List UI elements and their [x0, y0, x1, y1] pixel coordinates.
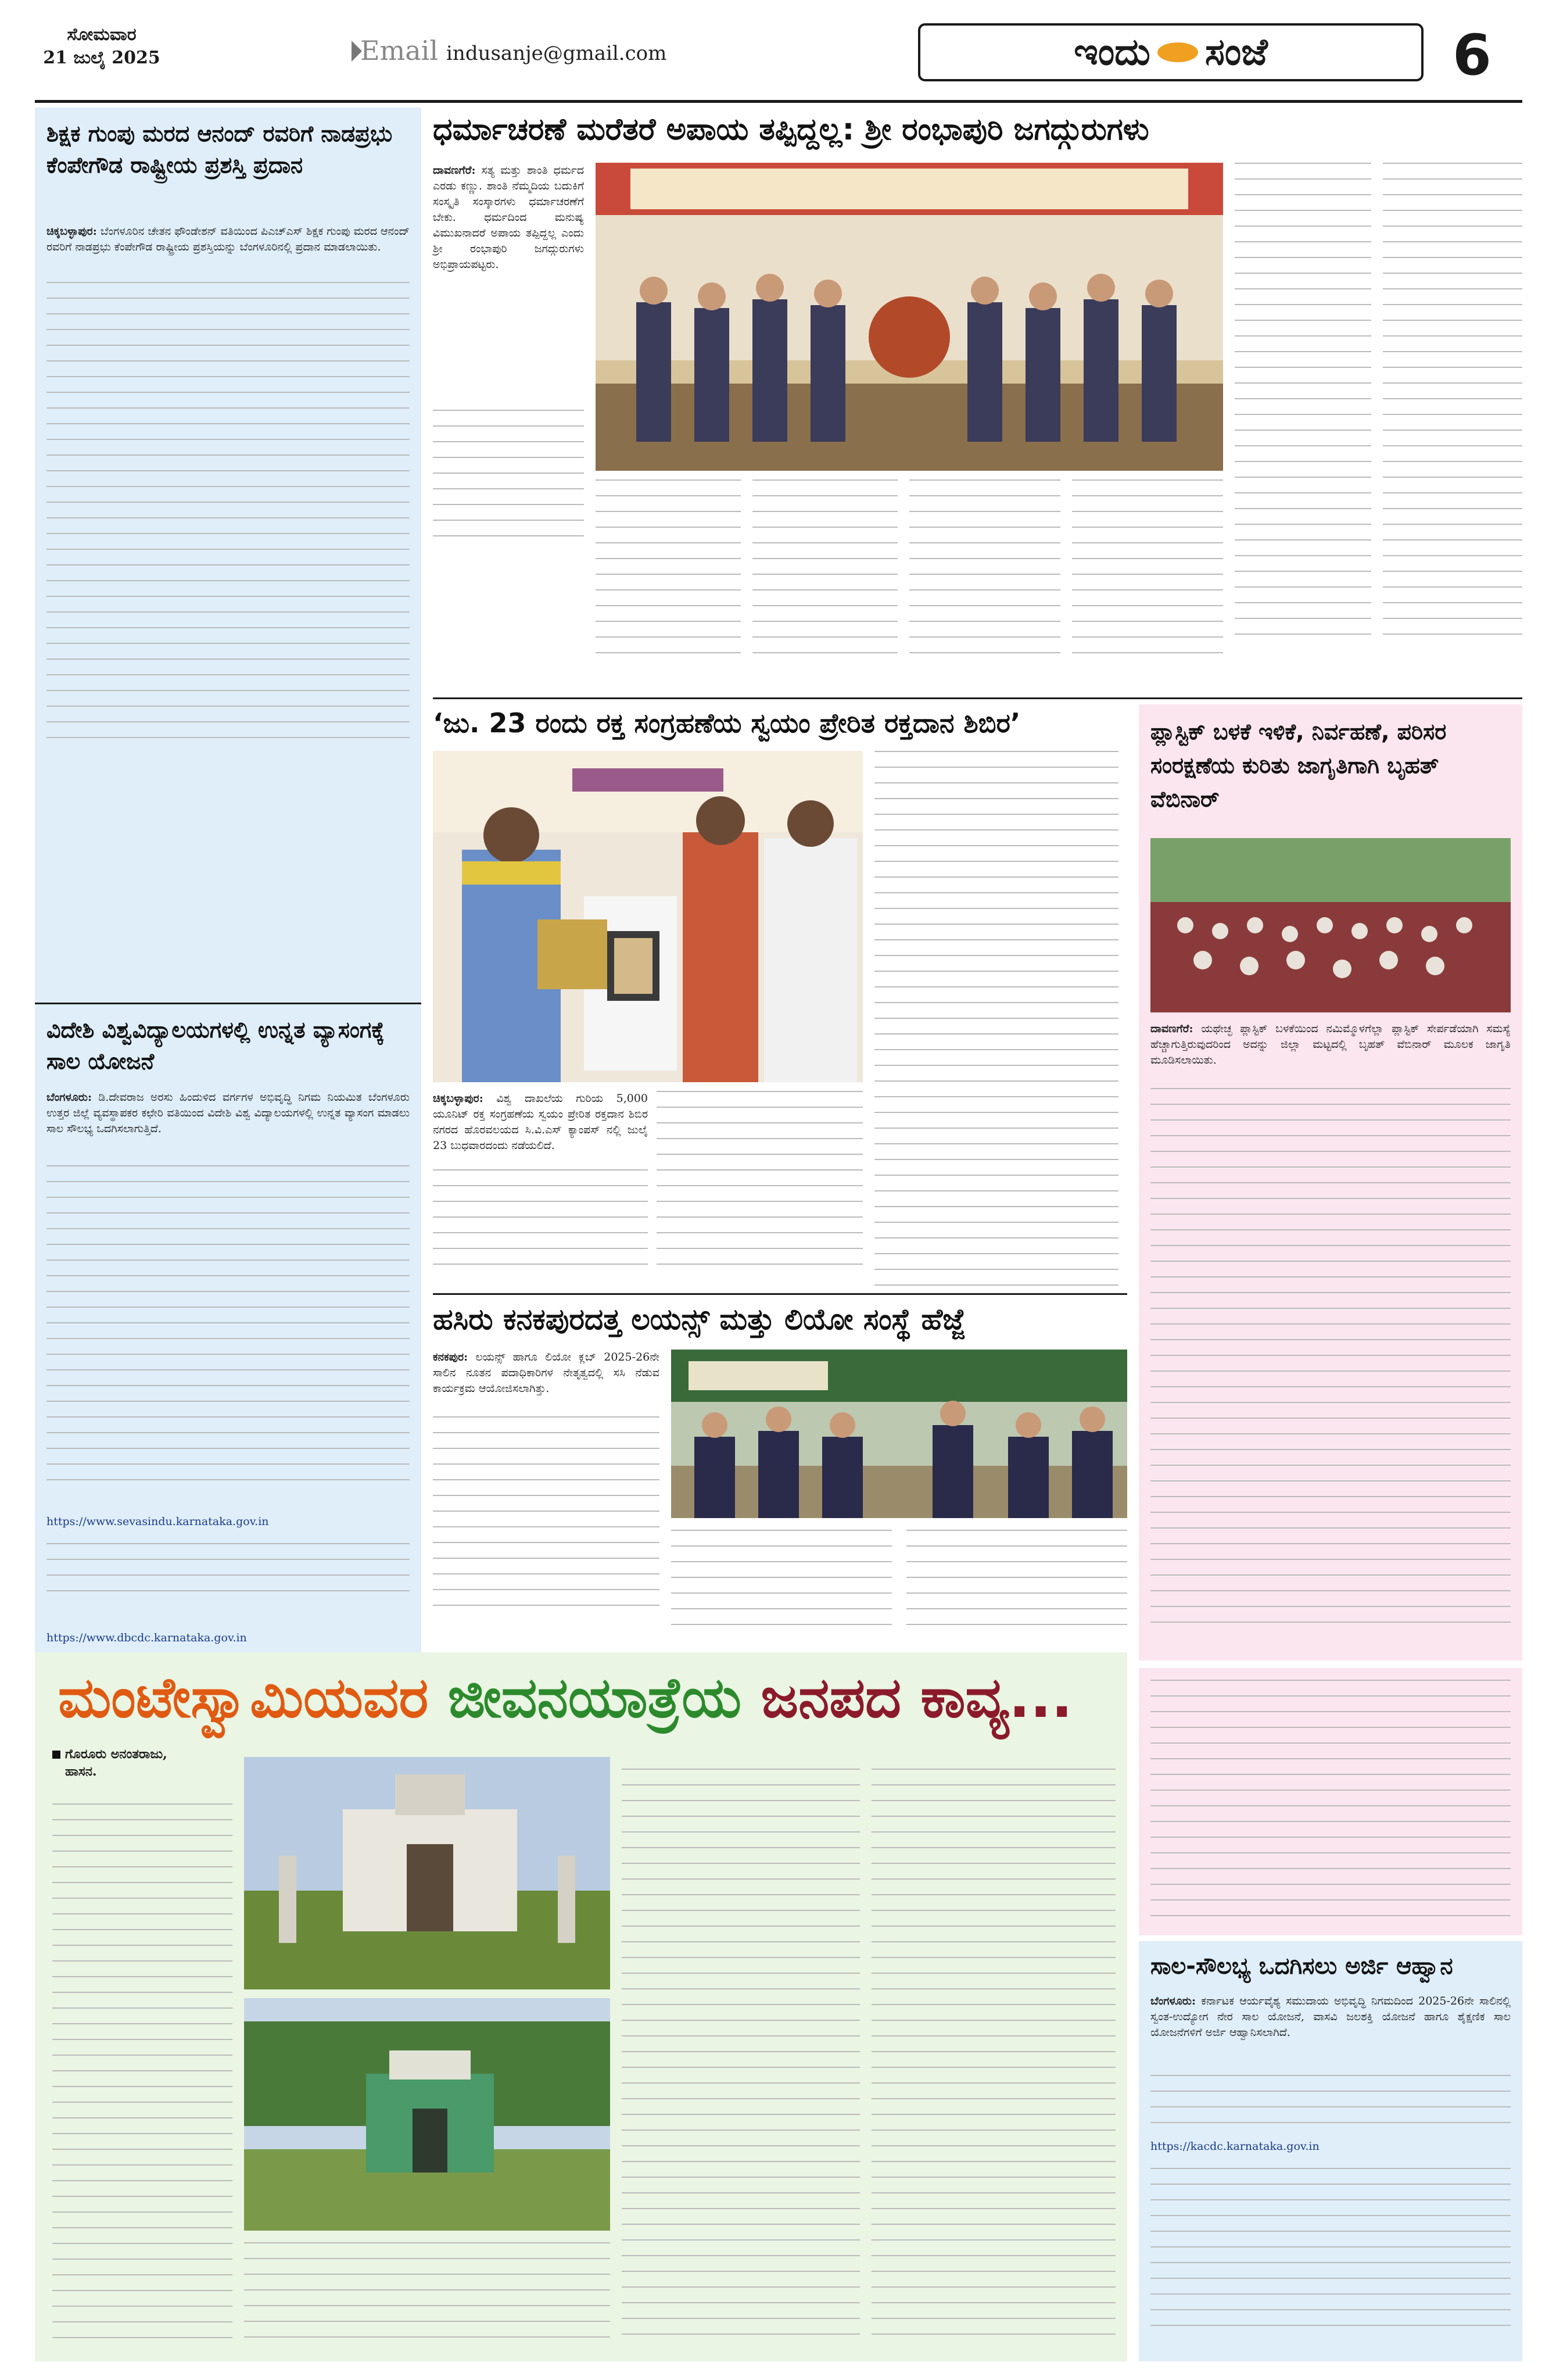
story-lions: [433, 1300, 1127, 1643]
story-plastic-lead-text: ಯಥೇಚ್ಛ ಪ್ಲಾಸ್ಟಿಕ್ ಬಳಕೆಯಿಂದ ನಮಿಮ್ಮೊಳಗೆಲ್ಲಾ ಪ್ಲಾಸ್ಟಿಕ್ ಸೇರ್ಪಡೆಯಾಗಿ ಸಮಸ್ಯೆ ಹೆಚ್ಚಾಗುತ್ತಿರುವುದರಿಂದ ಅದನ್ನು ಜಿಲ್ಲಾ ಮಟ್ಟದಲ್ಲಿ ಬೃಹತ್ ವೆಬಿನಾರ್ ಮೂಲಕ ಜಾಗೃತಿ ಮೂಡಿಸಲಾಯಿತು.: [1150, 1022, 1511, 1066]
story-rambhapuri-col6: [1235, 163, 1371, 649]
story-blood-col3: [874, 751, 1118, 1300]
story-loan-lead-text: ಡಿ.ದೇವರಾಜ ಅರಸು ಹಿಂದುಳಿದ ವರ್ಗಗಳ ಅಭಿವೃದ್ಧಿ ನಿಗಮ ನಿಯಮಿತ ಬೆಂಗಳೂರು ಉತ್ತರ ಜಿಲ್ಲೆ ವ್ಯವಸ್ಥಾಪಕರ ಕಛೇರಿ ವತಿಯಿಂದ ವಿದೇಶಿ ವಿಶ್ವ ವಿದ್ಯಾಲಯಗಳಲ್ಲಿ ಉನ್ನತ ವ್ಯಾಸಂಗ ಮಾಡಲು ಸಾಲ ಸೌಲಭ್ಯ ಒದಗಿಸಲಾಗುತ್ತಿದೆ.: [46, 1091, 410, 1135]
masthead-rule: [35, 100, 1522, 103]
blood-camp-award-photo: [433, 751, 863, 1082]
story-teacher-body: [46, 282, 410, 753]
story-blood-headline: ‘ಜು. 23 ರಂದು ರಕ್ತ ಸಂಗ್ರಹಣೆಯ ಸ್ವಯಂ ಪ್ರೇರಿತ ರಕ್ತದಾನ ಶಿಬಿರ’: [433, 707, 1021, 739]
webinar-audience-photo: [1150, 838, 1511, 1012]
story-teacher-dateline: ಚಿಕ್ಕಬಳ್ಳಾಪುರ:: [46, 225, 97, 238]
story-rambhapuri: [433, 108, 1522, 692]
story-plastic-headline: ಪ್ಲಾಸ್ಟಿಕ್ ಬಳಕೆ ಇಳಿಕೆ, ನಿರ್ವಹಣೆ, ಪರಿಸರ ಸಂರಕ್ಷಣೆಯ ಕುರಿತು ಜಾಗೃತಿಗಾಗಿ ಬೃಹತ್ ವೆಬಿನಾರ್: [1150, 719, 1447, 812]
story-teacher-lead: [46, 224, 410, 255]
story-manteswamy-col3: [622, 1769, 860, 2349]
story-blood: [433, 704, 1127, 1286]
story-loan-headline: ವಿದೇಶಿ ವಿಶ್ವವಿದ್ಯಾಲಯಗಳಲ್ಲಿ ಉನ್ನತ ವ್ಯಾಸಂಗಕ್ಕೆ ಸಾಲ ಯೋಜನೆ: [46, 1017, 385, 1074]
page-number: 6: [1453, 23, 1492, 88]
story-scheme-dateline: ಬೆಂಗಳೂರು:: [1150, 1995, 1196, 2007]
logo-left: ಇಂದು: [1074, 31, 1150, 74]
story-rambhapuri-col7: [1383, 163, 1522, 649]
story-teacher-lead-text: ಬೆಂಗಳೂರಿನ ಚೇತನ ಫೌಂಡೇಶನ್ ವತಿಯಿಂದ ಪಿಎಚ್‌ಎಸ್ ಶಿಕ್ಷಕ ಗುಂಪು ಮರದ ಆನಂದ್ ರವರಿಗೆ ನಾಡಪ್ರಭು ಕೆಂಪೇಗೌಡ ರಾಷ್ಟ್ರೀಯ ಪ್ರಶಸ್ತಿಯನ್ನು ಬೆಂಗಳೂರಿನಲ್ಲಿ ಪ್ರದಾನ ಮಾಡಲಾಯಿತು.: [46, 225, 410, 253]
story-scheme-lead-text: ಕರ್ನಾಟಕ ಆರ್ಯವೈಶ್ಯ ಸಮುದಾಯ ಅಭಿವೃದ್ಧಿ ನಿಗಮದಿಂದ 2025-26ನೇ ಸಾಲಿನಲ್ಲಿ ಸ್ವಂತ-ಉದ್ಯೋಗ ನೇರ ಸಾಲ ಯೋಜನೆ, ವಾಸವಿ ಜಲಶಕ್ತಿ ಯೋಜನೆ ಹಾಗೂ ಶೈಕ್ಷಣಿಕ ಸಾಲ ಯೋಜನೆಗಳಿಗೆ ಅರ್ಜಿ ಆಹ್ವಾನಿಸಲಾಗಿದೆ.: [1150, 1995, 1511, 2039]
story-blood-col2: [657, 1091, 863, 1279]
story-rambhapuri-col2: [596, 479, 741, 668]
story-lions-col3: [906, 1530, 1127, 1640]
byline-place: ಹಾಸನ.: [65, 1764, 97, 1779]
story-rambhapuri-col5: [1072, 479, 1223, 668]
story-blood-dateline: ಚಿಕ್ಕಬಳ್ಳಾಪುರ:: [433, 1092, 483, 1105]
email-label: Email: [360, 35, 439, 66]
story-lions-col1: [433, 1416, 659, 1620]
story-teacher-box: [35, 108, 421, 1668]
story-scheme-website[interactable]: https://kacdc.karnataka.gov.in: [1150, 2140, 1320, 2153]
story-loan-website-1[interactable]: https://www.sevasindu.karnataka.gov.in: [46, 1515, 269, 1528]
story-blood-lead: [433, 1091, 648, 1154]
story-scheme-body: [1150, 2075, 1511, 2138]
masthead-email: [360, 35, 666, 66]
section-divider-horizontal: [433, 697, 1522, 699]
story-plastic-dateline: ದಾವಣಗೆರೆ:: [1150, 1022, 1193, 1035]
story-teacher-headline: ಶಿಕ್ಷಕ ಗುಂಪು ಮರದ ಆನಂದ್ ರವರಿಗೆ ನಾಡಪ್ರಭು ಕೆಂಪೇಗೌಡ ರಾಷ್ಟ್ರೀಯ ಪ್ರಶಸ್ತಿ ಪ್ರದಾನ: [46, 121, 393, 178]
story-rambhapuri-dateline: ದಾವಣಗೆರೆ:: [433, 164, 476, 177]
story-rambhapuri-col1: [433, 410, 584, 551]
logo-right: ಸಂಜೆ: [1204, 31, 1268, 74]
shrine-photo-1: [244, 1757, 610, 1989]
story-manteswamy-byline: [52, 1745, 167, 1780]
story-plastic-continuation: [1139, 1668, 1522, 1935]
story-lions-lead: [433, 1350, 659, 1397]
headline-part-2: ಜೀವನಯಾತ್ರೆಯ: [447, 1665, 742, 1730]
masthead-date: 21 ಜುಲೈ 2025: [43, 48, 160, 68]
story-plastic-lead: [1150, 1021, 1511, 1068]
email-address[interactable]: indusanje@gmail.com: [446, 42, 667, 65]
story-loan-body: [46, 1165, 410, 1495]
headline-part-1: ಮಂಟೇಸ್ವಾಮಿಯವರ: [58, 1665, 429, 1730]
story-loan-website-2[interactable]: https://www.dbcdc.karnataka.gov.in: [46, 1631, 247, 1644]
masthead-date-block: [35, 23, 168, 70]
story-rambhapuri-lead-text: ಸತ್ಯ ಮತ್ತು ಶಾಂತಿ ಧರ್ಮದ ಎರಡು ಕಣ್ಣು. ಶಾಂತಿ ನೆಮ್ಮದಿಯ ಬದುಕಿಗೆ ಸಂಸ್ಕೃತಿ ಸಂಸ್ಕಾರಗಳು ಧರ್ಮಾಚರಣೆಗೆ ಬೇಕು. ಧರ್ಮದಿಂದ ಮನುಷ್ಯ ವಿಮುಖನಾದರೆ ಅಪಾಯ ತಪ್ಪಿದ್ದಲ್ಲ ಎಂದು ಶ್ರೀ ರಂಭಾಪುರಿ ಜಗದ್ಗುರುಗಳು ಅಭಿಪ್ರಾಯಪಟ್ಟರು.: [433, 164, 584, 271]
headline-part-3: ಜನಪದ ಕಾವ್ಯ...: [761, 1665, 1073, 1730]
story-rambhapuri-col3: [752, 479, 898, 668]
section-divider-horizontal-2: [433, 1293, 1127, 1295]
story-plastic-box: [1139, 704, 1522, 1660]
story-blood-col1: [433, 1169, 648, 1279]
story-manteswamy-headline: [58, 1663, 1073, 1733]
story-manteswamy-col4: [872, 1769, 1116, 2349]
story-plastic-body: [1150, 1088, 1511, 1637]
story-scheme-box: [1139, 1941, 1522, 2361]
byline-name: ಗೊರೂರು ಅನಂತರಾಜು,: [65, 1746, 167, 1762]
shrine-photo-2: [244, 1998, 610, 2231]
story-lions-headline: ಹಸಿರು ಕನಕಪುರದತ್ತ ಲಯನ್ಸ್ ಮತ್ತು ಲಿಯೋ ಸಂಸ್ಥೆ ಹೆಜ್ಜೆ: [433, 1302, 966, 1336]
story-blood-lead-text: ವಿಶ್ವ ದಾಖಲೆಯ ಗುರಿಯ 5,000 ಯೂನಿಟ್ ರಕ್ತ ಸಂಗ್ರಹಣೆಯ ಸ್ವಯಂ ಪ್ರೇರಿತ ರಕ್ತದಾನ ಶಿಬಿರ ನಗರದ ಹೊರವಲಯದ ಸಿ.ವಿ.ಎಸ್ ಕ್ಯಾಂಪಸ್ ನಲ್ಲಿ ಜುಲೈ 23 ಬುಧವಾರದಂದು ನಡೆಯಲಿದೆ.: [433, 1092, 648, 1152]
story-rambhapuri-col4: [909, 479, 1060, 668]
story-plastic-body-2: [1150, 1680, 1511, 1931]
story-manteswamy: [35, 1652, 1127, 2361]
masthead-day: ಸೋಮವಾರ: [67, 24, 137, 45]
story-manteswamy-col2: [244, 2242, 610, 2352]
lions-club-event-photo: [671, 1350, 1127, 1518]
story-loan-dateline: ಬೆಂಗಳೂರು:: [46, 1091, 92, 1104]
bullet-square-icon: [52, 1751, 60, 1759]
story-loan-lead: [46, 1090, 410, 1137]
story-scheme-lead: [1150, 1994, 1511, 2041]
story-rambhapuri-headline: ಧರ್ಮಾಚರಣೆ ಮರೆತರೆ ಅಪಾಯ ತಪ್ಪಿದ್ದಲ್ಲ: ಶ್ರೀ ರಂಭಾಪುರಿ ಜಗದ್ಗುರುಗಳು: [433, 112, 1149, 147]
story-lions-lead-text: ಲಯನ್ಸ್ ಹಾಗೂ ಲಿಯೋ ಕ್ಲಬ್ 2025-26ನೇ ಸಾಲಿನ ನೂತನ ಪದಾಧಿಕಾರಿಗಳ ನೇತೃತ್ವದಲ್ಲಿ ಸಸಿ ನೆಡುವ ಕಾರ್ಯಕ್ರಮ ಆಯೋಜಿಸಲಾಗಿತ್ತು.: [433, 1351, 659, 1395]
story-lions-col2: [671, 1530, 892, 1640]
story-rambhapuri-lead: [433, 163, 584, 273]
story-divider: [35, 1003, 421, 1004]
story-scheme-headline: ಸಾಲ-ಸೌಲಭ್ಯ ಒದಗಿಸಲು ಅರ್ಜಿ ಆಹ್ವಾನ: [1150, 1953, 1453, 1980]
story-scheme-body-2: [1150, 2168, 1511, 2340]
newspaper-logo: [918, 23, 1424, 81]
story-loan-body-2: [46, 1543, 410, 1606]
stage-event-photo: [596, 163, 1223, 471]
story-lions-dateline: ಕನಕಪುರ:: [433, 1351, 468, 1363]
logo-sun-icon: [1157, 42, 1198, 62]
masthead: [35, 23, 1522, 99]
story-manteswamy-col1: [52, 1803, 232, 2353]
